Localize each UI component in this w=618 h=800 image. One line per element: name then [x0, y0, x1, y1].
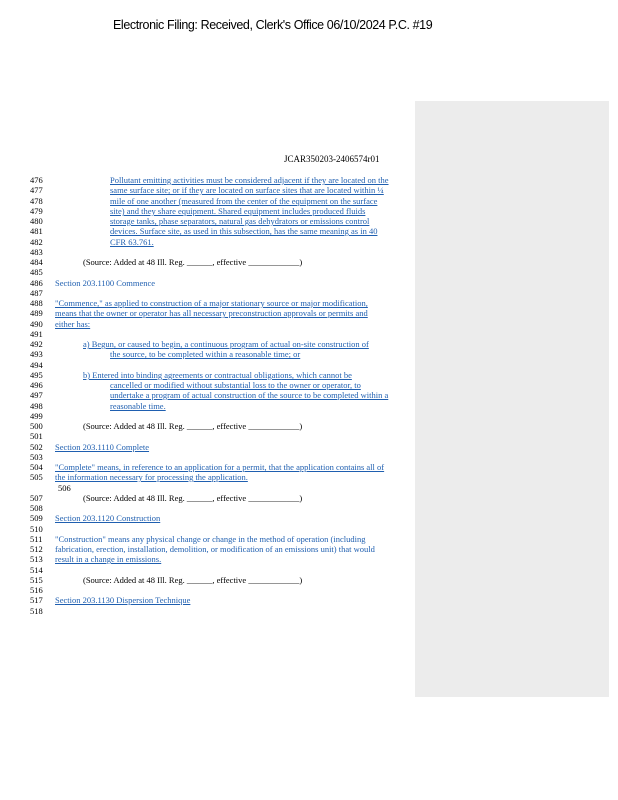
line-number: 486 [30, 278, 43, 288]
line-text: result in a change in emissions. [55, 554, 162, 564]
line-number: 501 [30, 431, 43, 441]
line-number: 496 [30, 380, 43, 390]
line-number: 510 [30, 524, 43, 534]
line-text: cancelled or modified without substantial loss to the owner or operator, to [110, 380, 361, 390]
line-number: 513 [30, 554, 43, 564]
line-text: site) and they share equipment. Shared equipment includes produced fluids [110, 206, 366, 216]
comment-margin-panel [415, 101, 609, 697]
line-text: storage tanks, phase separators, natural gas dehydrators or emissions control [110, 216, 370, 226]
line-text: 506 [58, 483, 71, 493]
line-number: 478 [30, 196, 43, 206]
line-number: 493 [30, 349, 43, 359]
line-text: Section 203.1100 Commence [55, 278, 156, 288]
line-text: Pollutant emitting activities must be considered adjacent if they are located on the [110, 175, 389, 185]
line-number: 516 [30, 585, 43, 595]
line-text: (Source: Added at 48 Ill. Reg. ______, effective ____________) [83, 421, 303, 431]
document-id: JCAR350203-2406574r01 [284, 154, 380, 164]
line-number: 494 [30, 360, 43, 370]
line-text: same surface site; or if they are located on surface sites that are located within ¼ [110, 185, 384, 195]
filing-stamp: Electronic Filing: Received, Clerk's Office 06/10/2024 P.C. #19 [113, 18, 433, 32]
line-text: "Complete" means, in reference to an application for a permit, that the application contains all of [55, 462, 385, 472]
line-number: 492 [30, 339, 43, 349]
line-number: 512 [30, 544, 43, 554]
line-number: 491 [30, 329, 43, 339]
line-text: devices. Surface site, as used in this subsection, has the same meaning as in 40 [110, 226, 378, 236]
line-number: 481 [30, 226, 43, 236]
line-text: (Source: Added at 48 Ill. Reg. ______, effective ____________) [83, 493, 303, 503]
line-number: 488 [30, 298, 43, 308]
line-text: (Source: Added at 48 Ill. Reg. ______, effective ____________) [83, 257, 303, 267]
line-number: 480 [30, 216, 43, 226]
line-number: 514 [30, 565, 43, 575]
line-number: 483 [30, 247, 43, 257]
line-text: reasonable time. [110, 401, 166, 411]
line-number: 490 [30, 319, 43, 329]
line-number: 482 [30, 237, 43, 247]
line-number: 497 [30, 390, 43, 400]
line-text: mile of one another (measured from the center of the equipment on the surface [110, 196, 378, 206]
line-number: 505 [30, 472, 43, 482]
line-text: fabrication, erection, installation, demolition, or modification of an emissions unit) that would [55, 544, 375, 554]
line-text: Section 203.1110 Complete [55, 442, 150, 452]
line-number: 504 [30, 462, 43, 472]
line-number: 484 [30, 257, 43, 267]
line-text: either has: [55, 319, 91, 329]
line-number: 502 [30, 442, 43, 452]
line-number: 515 [30, 575, 43, 585]
line-text: the information necessary for processing the application. [55, 472, 248, 482]
line-number: 517 [30, 595, 43, 605]
line-number: 485 [30, 267, 43, 277]
line-number: 508 [30, 503, 43, 513]
line-number: 518 [30, 606, 43, 616]
line-number: 499 [30, 411, 43, 421]
line-text: CFR 63.761. [110, 237, 154, 247]
line-text: undertake a program of actual construction of the source to be completed within a [110, 390, 389, 400]
line-text: a) Begun, or caused to begin, a continuous program of actual on-site construction of [83, 339, 369, 349]
line-text: b) Entered into binding agreements or contractual obligations, which cannot be [83, 370, 352, 380]
line-text: Section 203.1130 Dispersion Technique [55, 595, 191, 605]
line-number: 503 [30, 452, 43, 462]
line-text: "Construction" means any physical change or change in the method of operation (including [55, 534, 366, 544]
line-text: Section 203.1120 Construction [55, 513, 161, 523]
line-text: "Commence," as applied to construction of a major stationary source or major modification, [55, 298, 368, 308]
line-number: 511 [30, 534, 43, 544]
line-number: 498 [30, 401, 43, 411]
line-text: (Source: Added at 48 Ill. Reg. ______, effective ____________) [83, 575, 303, 585]
line-number: 509 [30, 513, 43, 523]
line-text: means that the owner or operator has all necessary preconstruction approvals or permits and [55, 308, 368, 318]
line-number: 476 [30, 175, 43, 185]
line-number: 495 [30, 370, 43, 380]
line-text: the source, to be completed within a reasonable time; or [110, 349, 301, 359]
line-number: 500 [30, 421, 43, 431]
line-number: 479 [30, 206, 43, 216]
line-number: 507 [30, 493, 43, 503]
line-number: 489 [30, 308, 43, 318]
line-number: 487 [30, 288, 43, 298]
line-number: 477 [30, 185, 43, 195]
